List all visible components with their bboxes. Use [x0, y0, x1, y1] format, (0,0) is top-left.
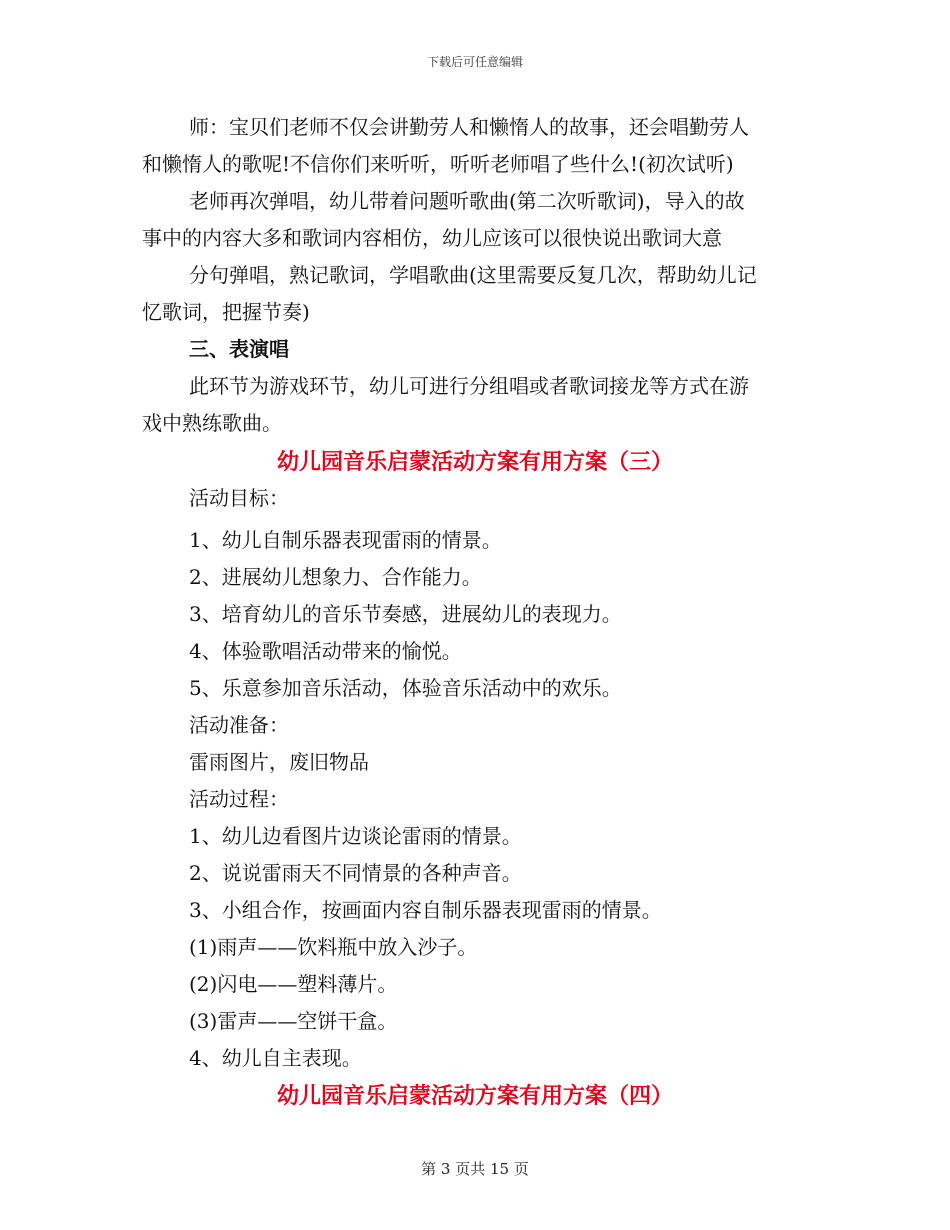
list-item: 3、培育幼儿的音乐节奏感，进展幼儿的表现力。: [189, 602, 622, 626]
list-item: (2)闪电——塑料薄片。: [189, 972, 398, 996]
paragraph-line: 戏中熟练歌曲。: [142, 411, 282, 435]
list-item: 5、乐意参加音乐活动，体验音乐活动中的欢乐。: [189, 676, 622, 700]
process-label: 活动过程：: [189, 787, 289, 811]
list-item: (1)雨声——饮料瓶中放入沙子。: [189, 935, 478, 959]
list-item: 4、幼儿自主表现。: [189, 1046, 362, 1070]
list-item: 2、说说雷雨天不同情景的各种声音。: [189, 861, 522, 885]
list-item: 3、小组合作，按画面内容自制乐器表现雷雨的情景。: [189, 898, 662, 922]
document-title: 幼儿园音乐启蒙活动方案有用方案（三）: [276, 450, 673, 475]
paragraph-line: 老师再次弹唱，幼儿带着问题听歌曲(第二次听歌词)，导入的故: [189, 189, 745, 213]
document-title: 幼儿园音乐启蒙活动方案有用方案（四）: [276, 1084, 673, 1109]
paragraph-line: 和懒惰人的歌呢!不信你们来听听，听听老师唱了些什么!(初次试听): [142, 152, 734, 176]
paragraph-line: 忆歌词，把握节奏): [142, 300, 310, 324]
goal-label: 活动目标：: [189, 486, 289, 510]
section-heading: 三、表演唱: [189, 337, 289, 361]
prep-text: 雷雨图片，废旧物品: [189, 750, 369, 774]
list-item: (3)雷声——空饼干盒。: [189, 1009, 398, 1033]
list-item: 2、进展幼儿想象力、合作能力。: [189, 565, 482, 589]
paragraph-line: 事中的内容大多和歌词内容相仿，幼儿应该可以很快说出歌词大意: [142, 226, 722, 250]
page-header: 下载后可任意编辑: [426, 55, 523, 69]
list-item: 4、体验歌唱活动带来的愉悦。: [189, 639, 462, 663]
prep-label: 活动准备：: [189, 713, 289, 737]
paragraph-line: 师：宝贝们老师不仅会讲勤劳人和懒惰人的故事，还会唱勤劳人: [189, 115, 749, 139]
page-footer: 第 3 页共 15 页: [421, 1160, 529, 1178]
paragraph-line: 此环节为游戏环节，幼儿可进行分组唱或者歌词接龙等方式在游: [189, 374, 749, 398]
list-item: 1、幼儿边看图片边谈论雷雨的情景。: [189, 824, 522, 848]
paragraph-line: 分句弹唱，熟记歌词，学唱歌曲(这里需要反复几次，帮助幼儿记: [189, 263, 757, 287]
list-item: 1、幼儿自制乐器表现雷雨的情景。: [189, 528, 502, 552]
